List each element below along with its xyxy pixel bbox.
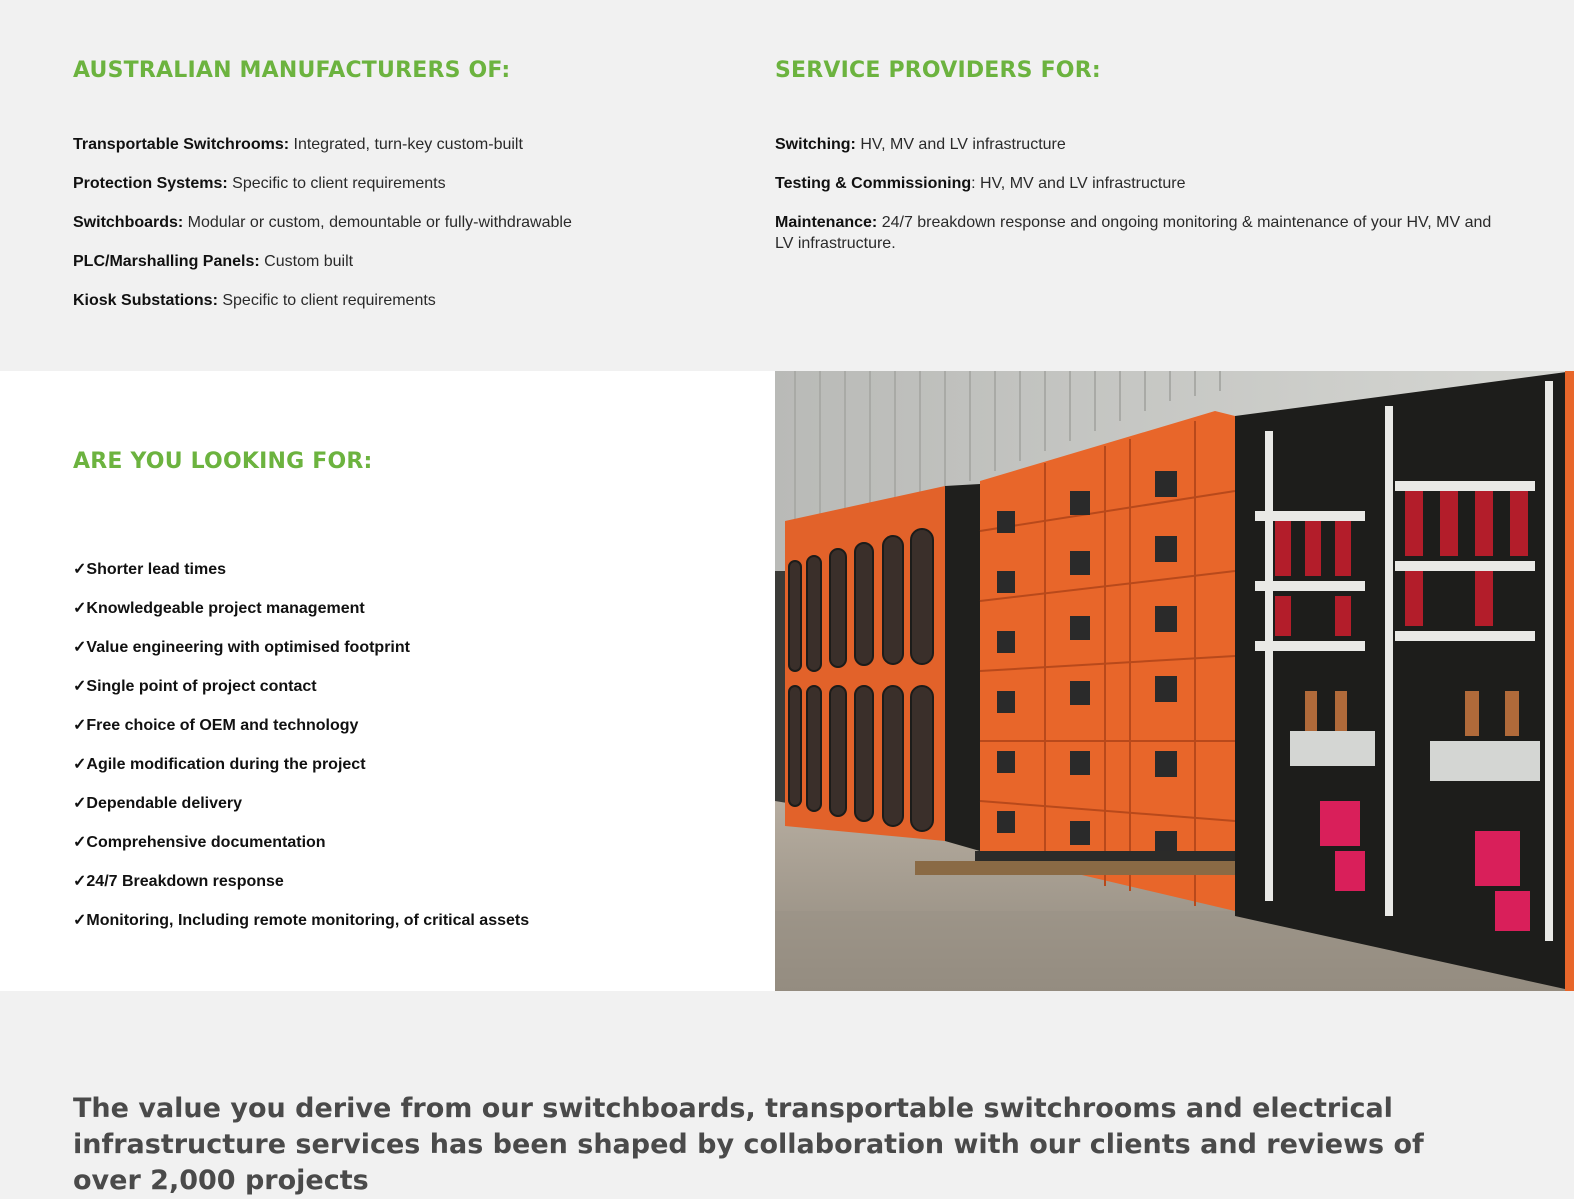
check-item: ✓Agile modification during the project bbox=[73, 756, 366, 773]
check-item: ✓Dependable delivery bbox=[73, 795, 243, 812]
list-item bbox=[73, 290, 753, 311]
check-item: ✓Knowledgeable project management bbox=[73, 600, 365, 617]
manufacturers-heading: AUSTRALIAN MANUFACTURERS OF: bbox=[73, 58, 511, 83]
item-text: Specific to client requirements bbox=[227, 175, 446, 192]
services-heading: SERVICE PROVIDERS FOR: bbox=[775, 58, 1101, 83]
manufacturers-list bbox=[73, 134, 753, 329]
item-label: PLC/Marshalling Panels: bbox=[73, 253, 260, 270]
list-item bbox=[73, 134, 753, 155]
services-list bbox=[775, 134, 1495, 272]
list-item bbox=[775, 173, 1495, 194]
item-text: Custom built bbox=[259, 253, 354, 270]
looking-for-section bbox=[0, 371, 1574, 991]
value-statement: The value you derive from our switchboards, transportable switchrooms and electrical infrastructure services has been shaped by collaboration with our clients and reviews of over 2,000 projects bbox=[73, 1093, 1424, 1196]
switchboard-cabinets-photo bbox=[775, 371, 1574, 991]
list-item bbox=[775, 212, 1495, 254]
check-item: ✓Comprehensive documentation bbox=[73, 834, 326, 851]
check-item: ✓Shorter lead times bbox=[73, 561, 227, 578]
item-text: Specific to client requirements bbox=[217, 292, 436, 309]
item-label: Testing & Commissioning bbox=[775, 175, 972, 192]
item-text: : HV, MV and LV infrastructure bbox=[971, 175, 1186, 192]
list-item bbox=[73, 173, 753, 194]
item-label: Kiosk Substations: bbox=[73, 292, 218, 309]
check-item: ✓Value engineering with optimised footprint bbox=[73, 639, 410, 656]
check-item: ✓24/7 Breakdown response bbox=[73, 873, 284, 890]
item-label: Transportable Switchrooms: bbox=[73, 136, 290, 153]
list-item bbox=[775, 134, 1495, 155]
check-item: ✓Single point of project contact bbox=[73, 678, 317, 695]
looking-for-list bbox=[73, 559, 529, 949]
top-section bbox=[0, 0, 1574, 371]
list-item bbox=[73, 212, 753, 233]
list-item bbox=[73, 251, 753, 272]
item-label: Switchboards: bbox=[73, 214, 184, 231]
item-label: Maintenance: bbox=[775, 214, 878, 231]
bottom-section bbox=[0, 991, 1574, 1196]
item-label: Protection Systems: bbox=[73, 175, 228, 192]
item-text: 24/7 breakdown response and ongoing monitoring & maintenance of your HV, MV and LV infrastructure. bbox=[775, 214, 1492, 252]
item-label: Switching: bbox=[775, 136, 856, 153]
item-text: Integrated, turn-key custom-built bbox=[289, 136, 523, 153]
looking-for-heading: ARE YOU LOOKING FOR: bbox=[73, 449, 373, 474]
check-item: ✓Free choice of OEM and technology bbox=[73, 717, 359, 734]
check-item: ✓Monitoring, Including remote monitoring, of critical assets bbox=[73, 912, 530, 929]
item-text: Modular or custom, demountable or fully-withdrawable bbox=[183, 214, 572, 231]
item-text: HV, MV and LV infrastructure bbox=[855, 136, 1066, 153]
